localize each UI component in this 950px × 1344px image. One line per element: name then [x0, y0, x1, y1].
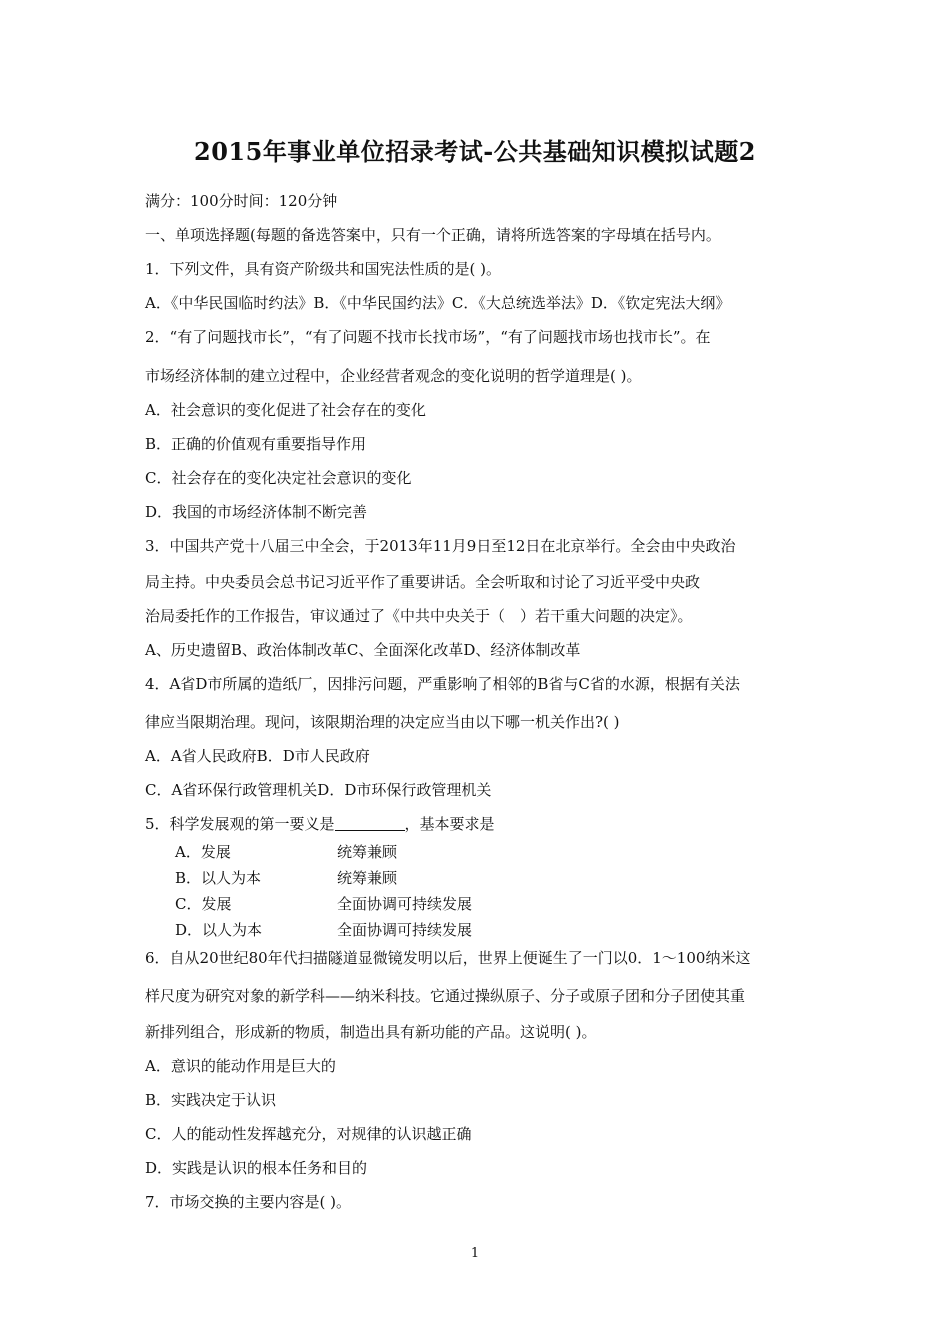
- question-6-option-a: A．意识的能动作用是巨大的: [145, 1057, 336, 1075]
- question-5-option-a-right: 统筹兼顾: [337, 843, 398, 861]
- question-5-option-a-left: A．发展: [175, 843, 231, 861]
- question-6-option-d: D．实践是认识的根本任务和目的: [145, 1159, 368, 1177]
- question-6-stem-line-1: 6．自从20世纪80年代扫描隧道显微镜发明以后，世界上便诞生了一门以0．1～100纳米这: [145, 949, 751, 967]
- question-2-option-a: A．社会意识的变化促进了社会存在的变化: [145, 401, 426, 419]
- question-5-option-d-right: 全面协调可持续发展: [337, 921, 473, 939]
- question-3-options: A、历史遗留B、政治体制改革C、全面深化改革D、经济体制改革: [145, 641, 581, 659]
- question-4-stem-line-2: 律应当限期治理。现问，该限期治理的决定应当由以下哪一机关作出?( ): [145, 713, 620, 731]
- question-3-stem-line-1: 3．中国共产党十八届三中全会，于2013年11月9日至12日在北京举行。全会由中央政治: [145, 537, 736, 555]
- question-1-options: A．《中华民国临时约法》B．《中华民国约法》C．《大总统选举法》D．《钦定宪法大纲》: [145, 294, 731, 312]
- question-1-stem: 1．下列文件，具有资产阶级共和国宪法性质的是( )。: [145, 260, 502, 278]
- question-6-stem-line-3: 新排列组合，形成新的物质，制造出具有新功能的产品。这说明( )。: [145, 1023, 597, 1041]
- question-2-option-b: B．正确的价值观有重要指导作用: [145, 435, 367, 453]
- question-3-stem-line-3: 治局委托作的工作报告，审议通过了《中共中央关于（ ）若干重大问题的决定》。: [145, 607, 693, 625]
- question-2-stem-line-2: 市场经济体制的建立过程中，企业经营者观念的变化说明的哲学道理是( )。: [145, 367, 642, 385]
- question-4-options-line-1: A．A省人民政府B．D市人民政府: [145, 747, 370, 765]
- question-7-stem: 7．市场交换的主要内容是( )。: [145, 1193, 352, 1211]
- question-5-option-b-right: 统筹兼顾: [337, 869, 398, 887]
- question-5-stem-suffix: ，基本要求是: [404, 815, 495, 833]
- section-heading: 一、单项选择题(每题的备选答案中，只有一个正确，请将所选答案的字母填在括号内。: [145, 226, 721, 244]
- question-4-options-line-2: C．A省环保行政管理机关D．D市环保行政管理机关: [145, 781, 492, 799]
- question-6-option-b: B．实践决定于认识: [145, 1091, 277, 1109]
- exam-meta: 满分：100分时间：120分钟: [145, 192, 338, 210]
- question-5-option-d-left: D．以人为本: [175, 921, 263, 939]
- question-6-option-c: C．人的能动性发挥越充分，对规律的认识越正确: [145, 1125, 472, 1143]
- question-5-option-c-left: C．发展: [175, 895, 232, 913]
- question-5-option-b-left: B．以人为本: [175, 869, 262, 887]
- question-2-option-d: D．我国的市场经济体制不断完善: [145, 503, 368, 521]
- question-5-stem: [145, 814, 815, 834]
- page-number: 1: [470, 1246, 480, 1261]
- question-2-option-c: C．社会存在的变化决定社会意识的变化: [145, 469, 412, 487]
- question-5-option-c-right: 全面协调可持续发展: [337, 895, 473, 913]
- answer-blank: [335, 816, 405, 831]
- question-3-stem-line-2: 局主持。中央委员会总书记习近平作了重要讲话。全会听取和讨论了习近平受中央政: [145, 573, 701, 591]
- question-2-stem-line-1: 2．“有了问题找市长”，“有了问题不找市长找市场”，“有了问题找市场也找市长”。在: [145, 328, 711, 346]
- question-6-stem-line-2: 样尺度为研究对象的新学科——纳米科技。它通过操纵原子、分子或原子团和分子团使其重: [145, 987, 746, 1005]
- document-title: 2015年事业单位招录考试-公共基础知识模拟试题2: [194, 137, 756, 166]
- question-4-stem-line-1: 4．A省D市所属的造纸厂，因排污问题，严重影响了相邻的B省与C省的水源，根据有关法: [145, 675, 740, 693]
- question-5-stem-prefix: 5．科学发展观的第一要义是: [145, 815, 335, 833]
